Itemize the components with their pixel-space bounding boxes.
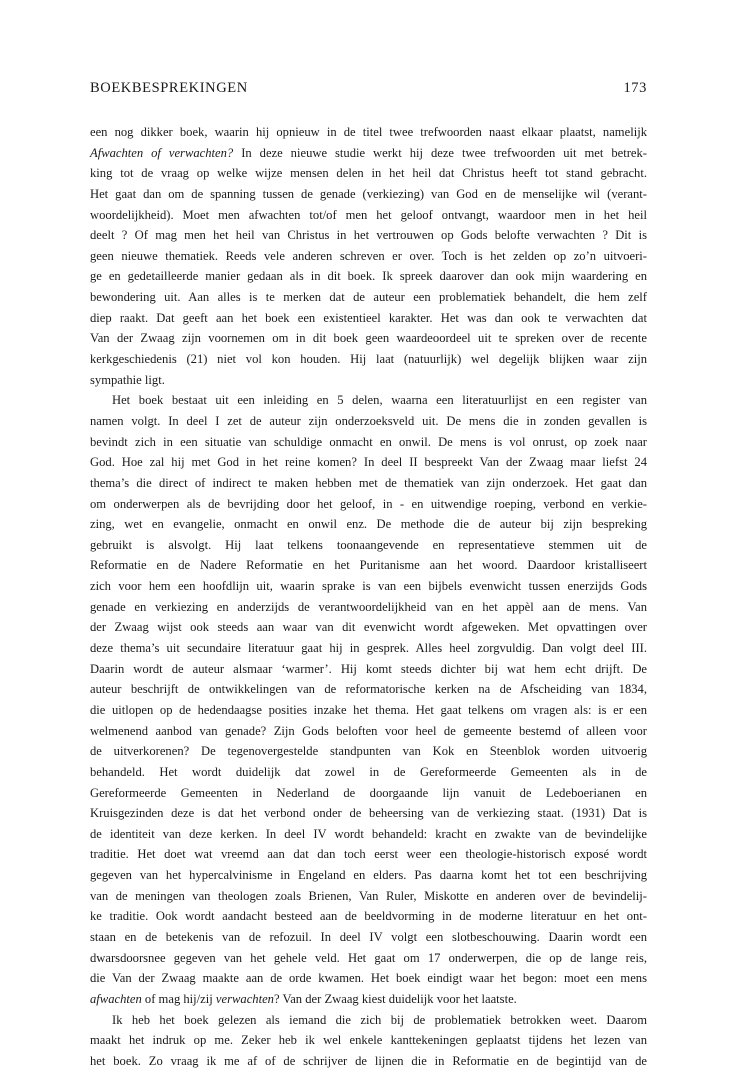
text-run: Ik heb het boek gelezen als iemand die zich bij de problematiek betrokken weet. Daarom — [112, 1012, 647, 1027]
text-run: die Van der Zwaag maakte aan de orde kwamen. Het boek eindigt waar het begon: moet een mens — [90, 971, 647, 986]
text-run: Daarin wordt de auteur alsmaar ‘warmer’. Hij komt steeds dichter bij wat hem echt drijft. De — [90, 661, 647, 676]
text-run: king tot de vraag op welke wijze mensen delen in het heil dat Christus heeft tot stand gebracht. — [90, 166, 647, 181]
text-run: de identiteit van deze kerken. In deel IV wordt behandeld: kracht en zwakte van de bevindelijke — [90, 826, 647, 841]
text-run: behandeld. Het wordt duidelijk dat zowel in de Gereformeerde Gemeenten als in de — [90, 764, 647, 779]
text-line — [90, 741, 647, 762]
text-run: Het boek bestaat uit een inleiding en 5 delen, waarna een literatuurlijst en een register van — [112, 393, 647, 408]
text-run: Kruisgezinden deze is dat het verbond onder de beheersing van de verkiezing staat. (1931) Dat is — [90, 806, 647, 821]
text-run: Gereformeerde Gemeenten in Nederland de doorgaande lijn vanuit de Ledeboerianen en — [90, 785, 647, 800]
text-run: auteur beschrijft de ontwikkelingen van de reformatorische kerken na de Afscheiding van 1834, — [90, 682, 647, 697]
text-run: van de meningen van theologen zoals Brienen, Van Ruler, Miskotte en anderen over de bevindelij- — [90, 888, 647, 903]
text-run: zing, wet en evangelie, onmacht en onwil enz. De methode die de auteur bij zijn bespreking — [90, 517, 647, 532]
text-line — [90, 308, 647, 329]
text-run: staan en de betekenis van de refozuil. In deel IV volgt een slotbeschouwing. Daarin wordt een — [90, 929, 647, 944]
text-line — [90, 535, 647, 556]
text-run: ? Van der Zwaag kiest duidelijk voor het laatste. — [273, 991, 517, 1006]
text-line — [90, 886, 647, 907]
text-line — [90, 555, 647, 576]
text-line — [90, 225, 647, 246]
text-line — [90, 122, 647, 143]
text-run: diep raakt. Dat geeft aan het boek een existentieel karakter. Het was dan ook te verwachten dat — [90, 310, 647, 325]
text-run: woordelijkheid). Moet men afwachten tot/of men het geloof ontvangt, waardoor men in het heil — [90, 207, 647, 222]
text-run: Van der Zwaag zijn voornemen om in dit boek geen waardeoordeel uit te spreken over de recente — [90, 331, 647, 346]
text-line — [90, 163, 647, 184]
text-line — [90, 473, 647, 494]
text-line — [90, 370, 647, 391]
text-run: Reformatie en de Nadere Reformatie en het Puritanisme aan het woord. Daardoor kristalliseert — [90, 558, 647, 573]
text-line — [90, 865, 647, 886]
text-run: geen nieuwe thematiek. Reeds vele anderen schreven er over. Toch is het zelden op zo’n uitvoeri- — [90, 248, 647, 263]
text-line — [90, 803, 647, 824]
text-run: God. Hoe zal hij met God in het reine komen? In deel II bespreekt Van der Zwaag maar liefst 24 — [90, 455, 647, 470]
text-run: maakt het indruk op me. Zeker heb ik wel enkele kanttekeningen geplaatst tijdens het lezen van — [90, 1033, 647, 1048]
text-line — [90, 411, 647, 432]
text-run: gegeven van het hypercalvinisme in Engeland en elders. Pas daarna komt het tot een beschrijving — [90, 868, 647, 883]
text-line — [90, 700, 647, 721]
text-line — [90, 184, 647, 205]
text-line — [90, 968, 647, 989]
text-line — [90, 783, 647, 804]
text-line — [90, 494, 647, 515]
text-run: genade en verkiezing en anderzijds de verantwoordelijkheid van en het appèl aan de mens. Van — [90, 599, 647, 614]
text-run: welmenend aanbod van genade? Zijn Gods beloften voor heel de gemeente bestemd of alleen voor — [90, 723, 647, 738]
text-line — [90, 349, 647, 370]
text-line — [90, 989, 647, 1010]
text-line — [90, 328, 647, 349]
section-title: BOEKBESPREKINGEN — [90, 80, 248, 96]
text-run: de uitverkorenen? De tegenovergestelde standpunten van Kok en Steenblok worden uitvoerig — [90, 744, 647, 759]
text-line — [90, 927, 647, 948]
text-line — [90, 432, 647, 453]
text-line — [90, 452, 647, 473]
text-line — [90, 679, 647, 700]
text-line — [90, 514, 647, 535]
text-line — [90, 906, 647, 927]
text-line — [90, 1010, 647, 1031]
text-run: traditie. Het doet wat vreemd aan dat dan toch eerst weer een theologie-historisch exposé wordt — [90, 847, 647, 862]
text-run: dwarsdoorsnee gegeven van het gehele veld. Het gaat om 17 onderwerpen, die op de lange reis, — [90, 950, 647, 965]
text-line — [90, 597, 647, 618]
text-run: sympathie ligt. — [90, 372, 165, 387]
text-line — [90, 576, 647, 597]
paragraph-2 — [90, 390, 647, 1009]
italic-text: Afwachten of verwachten? — [90, 145, 234, 160]
text-line — [90, 948, 647, 969]
text-line — [90, 844, 647, 865]
text-run: ge en gedetailleerde manier gedaan als in dit boek. Ik spreek daarover dan ook mijn waardering en — [90, 269, 647, 284]
page-number: 173 — [623, 80, 647, 96]
paragraph-1 — [90, 122, 647, 390]
text-run: een nog dikker boek, waarin hij opnieuw in de titel twee trefwoorden naast elkaar plaatst, namelijk — [90, 125, 647, 139]
text-run: deze thema’s uit secundaire literatuur gaat hij in gesprek. Alles heel zorgvuldig. Dan volgt deel III. — [90, 641, 647, 656]
text-line — [90, 762, 647, 783]
text-line — [90, 659, 647, 680]
text-run: thema’s die direct of indirect te maken hebben met de thematiek van zijn onderzoek. Het gaat dan — [90, 475, 647, 490]
text-run: Het gaat dan om de spanning tussen de genade (verkiezing) van God en de menselijke wil (verant- — [90, 186, 647, 201]
text-run: In deze nieuwe studie werkt hij deze twee trefwoorden uit met betrek- — [233, 145, 647, 160]
text-run: of mag hij/zij — [141, 991, 216, 1006]
text-run: die uitlopen op de hedendaagse posities inzake het thema. Het gaat telkens om vragen als: is er een — [90, 702, 647, 717]
text-line — [90, 205, 647, 226]
text-run: bevindt zich in een situatie van schuldige onmacht en onwil. De mens is vol onrust, op zoek naar — [90, 434, 647, 449]
paragraph-3 — [90, 1010, 647, 1071]
text-run: deelt ? Of mag men het heil van Christus in het vertrouwen op Gods belofte verwachten ? Dit is — [90, 228, 647, 243]
text-line — [90, 721, 647, 742]
text-line — [90, 143, 647, 164]
body-text — [90, 122, 647, 1071]
text-run: gebruikt is alsvolgt. Hij laat telkens toonaangevende en representatieve stemmen uit de — [90, 537, 647, 552]
text-line — [90, 638, 647, 659]
text-run: kerkgeschiedenis (21) niet vol kon houden. Hij laat (natuurlijk) wel degelijk blijken waar zijn — [90, 352, 647, 367]
text-run: om onderwerpen als de bevrijding door het geloof, in - en uitwendige roeping, verbond en verkie- — [90, 496, 647, 511]
text-line — [90, 390, 647, 411]
text-run: zich voor hem een hoofdlijn uit, waarin sprake is van een bijbels evenwicht tussen enerzijds Gods — [90, 579, 647, 594]
text-line — [90, 824, 647, 845]
text-run: ke traditie. Ook wordt aandacht besteed aan de beeldvorming in de moderne literatuur en het ont- — [90, 909, 647, 924]
text-line — [90, 287, 647, 308]
text-line — [90, 617, 647, 638]
text-run: namen volgt. In deel I zet de auteur zijn onderzoeksveld uit. De mens die in zonden gevallen is — [90, 413, 647, 428]
text-run: bewondering uit. Aan alles is te merken dat de auteur een problematiek behandelt, die hem zelf — [90, 290, 647, 305]
italic-text: afwachten — [90, 991, 142, 1006]
text-line — [90, 246, 647, 267]
text-run: der Zwaag wijst ook steeds aan waar van dit evenwicht wordt afgeweken. Met opvattingen over — [90, 620, 647, 635]
running-header — [90, 80, 647, 100]
text-line — [90, 1030, 647, 1051]
text-run: het boek. Zo vraag ik me af of de schrijver de lijnen die in Reformatie en de begintijd van de — [90, 1053, 647, 1068]
italic-text: verwachten — [215, 991, 274, 1006]
text-line — [90, 266, 647, 287]
